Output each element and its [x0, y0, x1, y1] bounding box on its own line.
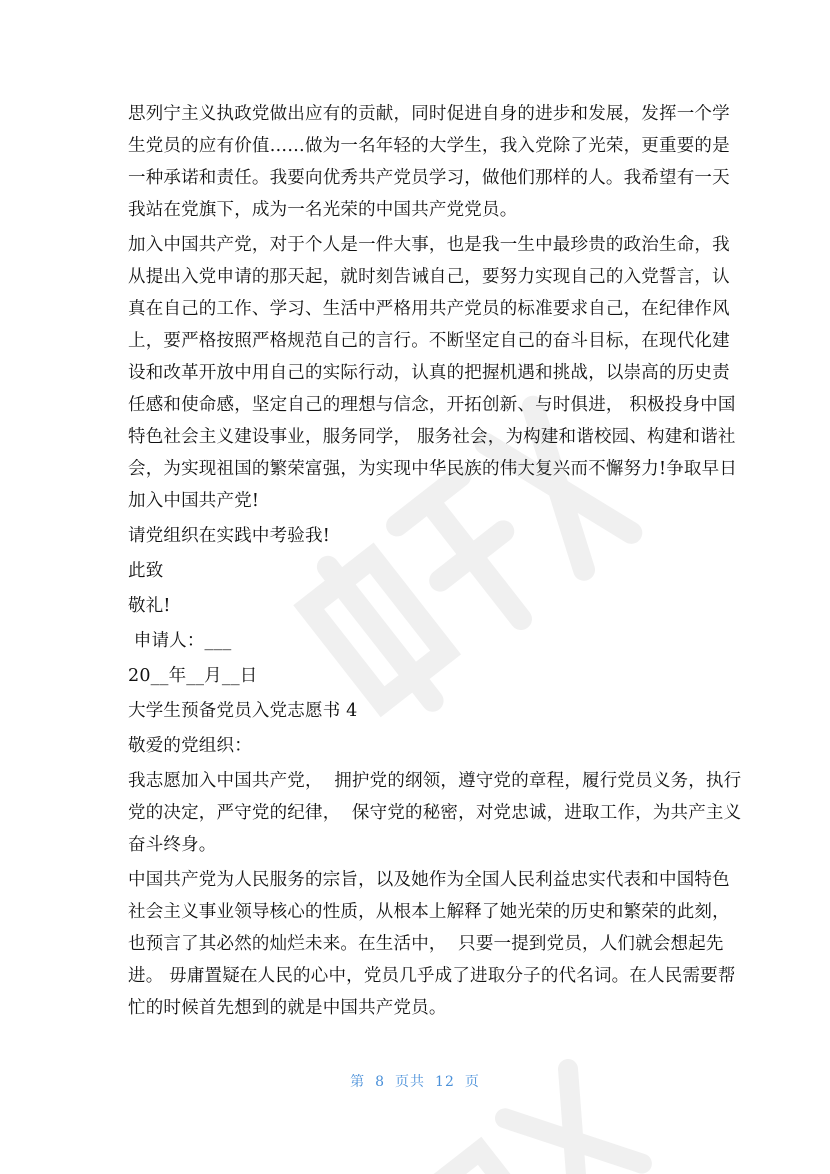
- text-line: 奋斗终身。: [128, 835, 217, 855]
- text-line: 也预言了其必然的灿烂未来。在生活中， 只要一提到党员，人们就会想起先: [128, 934, 724, 954]
- document-body: [128, 98, 742, 1024]
- text-line: 我站在党旗下，成为一名光荣的中国共产党党员。: [128, 200, 518, 220]
- text-line: 党的决定，严守党的纪律， 保守党的秘密，对党忠诚，进取工作，为共产主义: [128, 803, 742, 823]
- text-line: 上，要严格按照严格规范自己的言行。不断坚定自己的奋斗目标，在现代化建: [128, 331, 730, 351]
- text-line: 一种承诺和责任。我要向优秀共产党员学习，做他们那样的人。我希望有一天: [128, 168, 730, 188]
- text-line: 任感和使命感，坚定自己的理想与信念，开拓创新、与时俱进， 积极投身中国: [128, 395, 736, 415]
- signature-line: 申请人：___: [128, 631, 232, 651]
- page-prefix: 第: [350, 1074, 366, 1090]
- text-line: 此致: [128, 561, 164, 581]
- date-line: 20__年__月__日: [128, 666, 258, 686]
- page-suffix: 页: [464, 1074, 480, 1090]
- text-line: 进。 毋庸置疑在人民的心中，党员几乎成了进取分子的代名词。在人民需要帮: [128, 966, 736, 986]
- text-line: 特色社会主义建设事业，服务同学， 服务社会，为构建和谐校园、构建和谐社: [128, 427, 736, 447]
- text-line: 从提出入党申请的那天起，就时刻告诫自己，要努力实现自己的入党誓言，认: [128, 267, 730, 287]
- text-line: 请党组织在实践中考验我!: [128, 526, 330, 546]
- text-line: 忙的时候首先想到的就是中国共产党员。: [128, 998, 447, 1018]
- text-line: 加入中国共产党!: [128, 491, 260, 511]
- section-title: 大学生预备党员入党志愿书 4: [128, 701, 358, 721]
- text-line: 真在自己的工作、学习、生活中严格用共产党员的标准要求自己，在纪律作风: [128, 299, 730, 319]
- salutation: 敬爱的党组织：: [128, 736, 252, 756]
- text-line: 会，为实现祖国的繁荣富强，为实现中华民族的伟大复兴而不懈努力!争取早日: [128, 459, 738, 479]
- page-current: 8: [375, 1074, 386, 1090]
- text-line: 思列宁主义执政党做出应有的贡献，同时促进自身的进步和发展，发挥一个学: [128, 104, 730, 124]
- watermark-graphic-bottom: [356, 1011, 684, 1174]
- text-line: 我志愿加入中国共产党， 拥护党的纲领，遵守党的章程，履行党员义务，执行: [128, 771, 742, 791]
- text-line: 生党员的应有价值……做为一名年轻的大学生，我入党除了光荣，更重要的是: [128, 136, 730, 156]
- page-footer: [0, 1071, 830, 1091]
- page-total: 12: [435, 1074, 455, 1090]
- text-line: 社会主义事业领导核心的性质，从根本上解释了她光荣的历史和繁荣的此刻，: [128, 902, 730, 922]
- text-line: 中国共产党为人民服务的宗旨，以及她作为全国人民利益忠实代表和中国特色: [128, 870, 730, 890]
- text-line: 设和改革开放中用自己的实际行动，认真的把握机遇和挑战，以崇高的历史责: [128, 363, 730, 383]
- text-line: 加入中国共产党，对于个人是一件大事，也是我一生中最珍贵的政治生命，我: [128, 235, 730, 255]
- page-mid: 页共: [395, 1074, 426, 1090]
- text-line: 敬礼!: [128, 596, 171, 616]
